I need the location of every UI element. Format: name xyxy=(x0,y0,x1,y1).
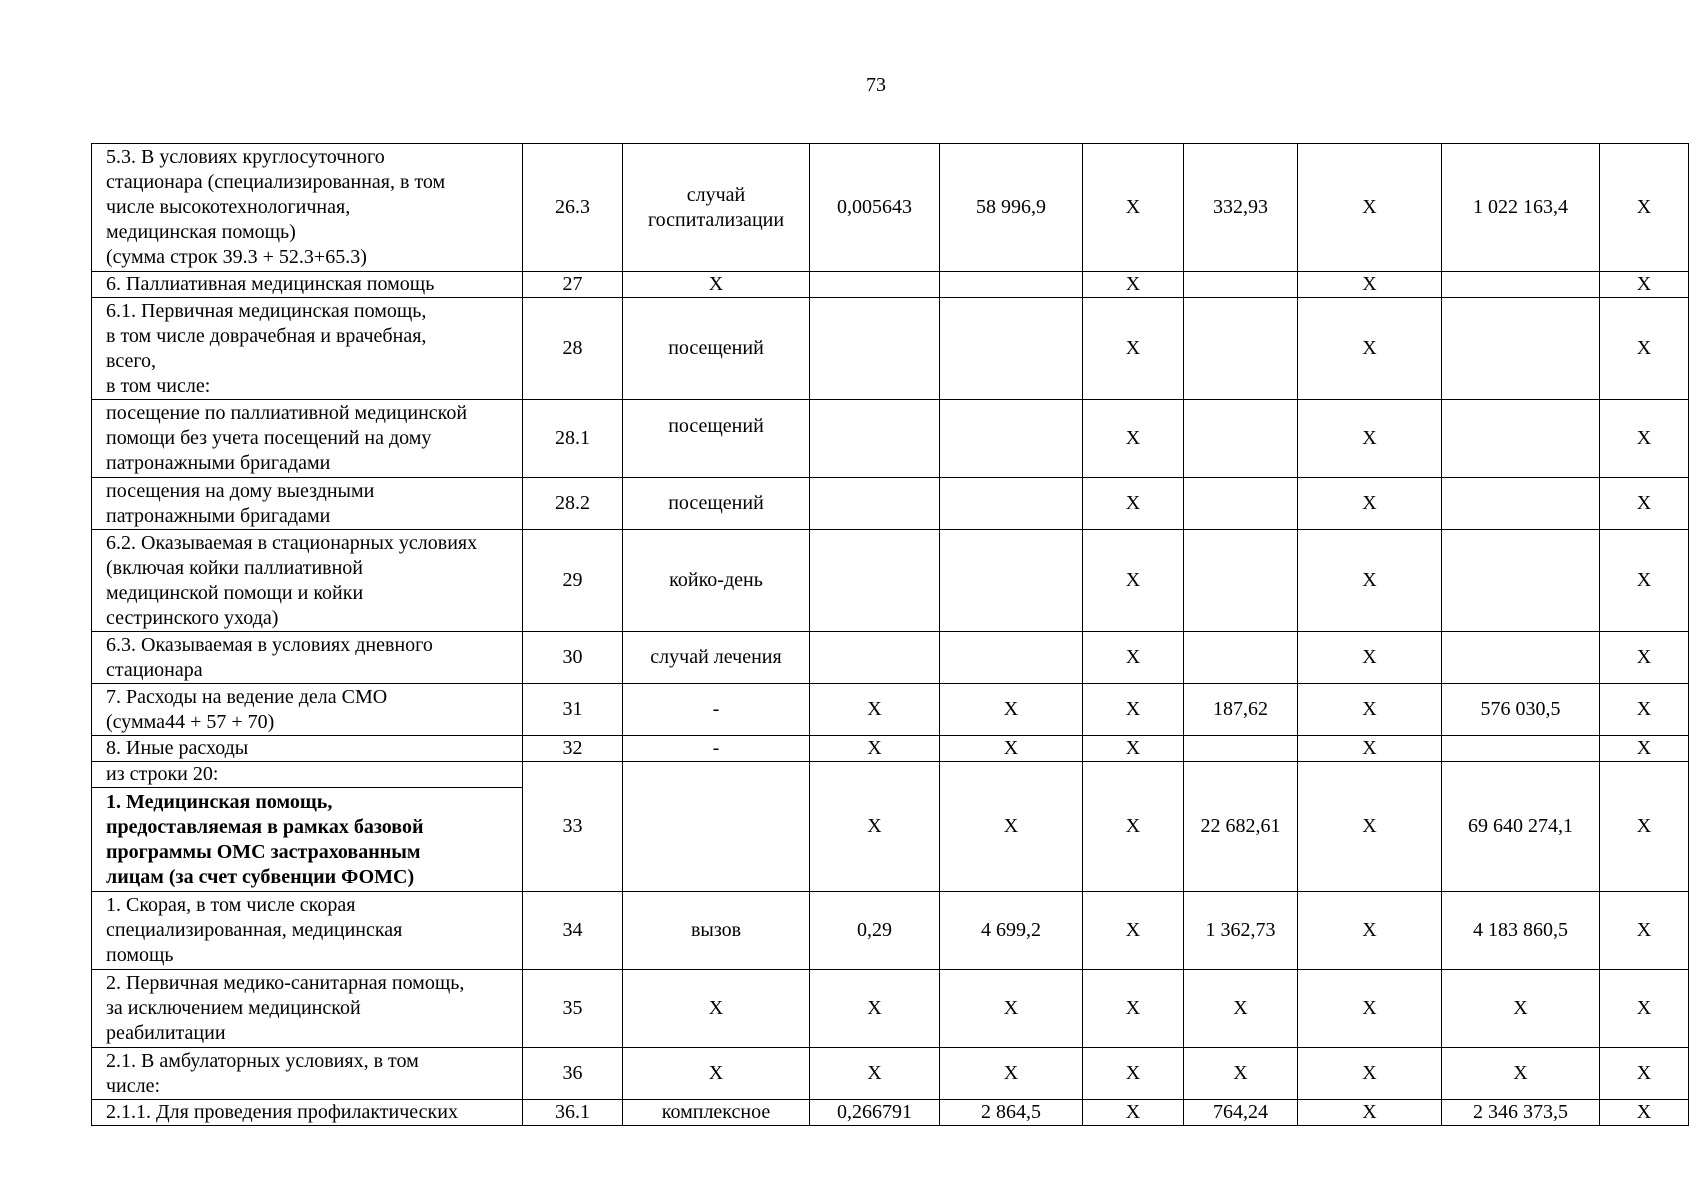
cell-col-2: 34 xyxy=(523,892,623,970)
cell-col-8: X xyxy=(1298,144,1442,272)
cell-col-4 xyxy=(810,530,940,632)
row-label: 2. Первичная медико-санитарная помощь, за исключением медицинской реабилитации xyxy=(92,970,523,1048)
cell-col-9 xyxy=(1442,478,1600,530)
cell-col-3: случай лечения xyxy=(623,632,810,684)
table-row xyxy=(92,684,1689,736)
cell-col-7 xyxy=(1184,272,1298,298)
row-label: 6. Паллиативная медицинская помощь xyxy=(92,272,523,298)
cell-col-8: X xyxy=(1298,632,1442,684)
cell-col-8: X xyxy=(1298,530,1442,632)
cell-col-7: 332,93 xyxy=(1184,144,1298,272)
cell-col-10: X xyxy=(1600,530,1689,632)
row-label: посещение по паллиативной медицинской помощи без учета посещений на дому патронажными бригадами xyxy=(92,400,523,478)
cell-col-6: X xyxy=(1083,970,1184,1048)
cell-col-4: 0,29 xyxy=(810,892,940,970)
cell-col-2: 28.1 xyxy=(523,400,623,478)
row-label: 6.3. Оказываемая в условиях дневного стационара xyxy=(92,632,523,684)
cell-col-3: X xyxy=(623,970,810,1048)
cell-col-5 xyxy=(940,272,1083,298)
cell-col-4 xyxy=(810,632,940,684)
cell-col-10: X xyxy=(1600,736,1689,762)
cell-col-9: 576 030,5 xyxy=(1442,684,1600,736)
cell-col-4: X xyxy=(810,1048,940,1100)
cell-col-10: X xyxy=(1600,400,1689,478)
cell-col-6: X xyxy=(1083,272,1184,298)
cell-col-6: X xyxy=(1083,684,1184,736)
cell-col-2: 27 xyxy=(523,272,623,298)
cell-col-10: X xyxy=(1600,970,1689,1048)
cell-col-4 xyxy=(810,298,940,400)
cell-col-3: комплексное xyxy=(623,1100,810,1126)
cell-col-9 xyxy=(1442,298,1600,400)
cell-col-8: X xyxy=(1298,762,1442,892)
row-label-top: из строки 20: xyxy=(92,762,523,788)
row-label: 6.2. Оказываемая в стационарных условиях (включая койки паллиативной медицинской помощи и койки сестринского ухода) xyxy=(92,530,523,632)
cell-col-10: X xyxy=(1600,762,1689,892)
cell-col-9: X xyxy=(1442,970,1600,1048)
cell-col-6: X xyxy=(1083,1048,1184,1100)
cell-col-8: X xyxy=(1298,684,1442,736)
cell-col-5: X xyxy=(940,736,1083,762)
cell-col-7: 22 682,61 xyxy=(1184,762,1298,892)
cell-col-9 xyxy=(1442,530,1600,632)
cell-col-2: 28.2 xyxy=(523,478,623,530)
cell-col-7: X xyxy=(1184,970,1298,1048)
cell-col-3: посещений xyxy=(623,478,810,530)
cell-col-4: X xyxy=(810,684,940,736)
cell-col-3: X xyxy=(623,1048,810,1100)
cell-col-3: вызов xyxy=(623,892,810,970)
cell-col-3: посещений xyxy=(623,298,810,400)
table-row xyxy=(92,632,1689,684)
cell-col-10: X xyxy=(1600,478,1689,530)
cell-col-8: X xyxy=(1298,298,1442,400)
cell-col-6: X xyxy=(1083,400,1184,478)
cell-col-6: X xyxy=(1083,478,1184,530)
cell-col-2: 30 xyxy=(523,632,623,684)
cell-col-6: X xyxy=(1083,632,1184,684)
cell-col-7 xyxy=(1184,298,1298,400)
cell-col-10: X xyxy=(1600,1048,1689,1100)
cell-col-7 xyxy=(1184,400,1298,478)
cell-col-9: 1 022 163,4 xyxy=(1442,144,1600,272)
table-row xyxy=(92,298,1689,400)
cell-col-5: 2 864,5 xyxy=(940,1100,1083,1126)
cell-col-4: X xyxy=(810,762,940,892)
row-label: 5.3. В условиях круглосуточного стационара (специализированная, в том числе высокотехнологичная, медицинская помощь) (сумма строк 39.3 + 52.3+65.3) xyxy=(92,144,523,272)
cell-col-9 xyxy=(1442,736,1600,762)
financing-table xyxy=(91,143,1689,1126)
cell-col-3: X xyxy=(623,272,810,298)
cell-col-7: X xyxy=(1184,1048,1298,1100)
cell-col-9 xyxy=(1442,400,1600,478)
cell-col-2: 28 xyxy=(523,298,623,400)
cell-col-7 xyxy=(1184,632,1298,684)
cell-col-8: X xyxy=(1298,272,1442,298)
cell-col-8: X xyxy=(1298,400,1442,478)
cell-col-5: 58 996,9 xyxy=(940,144,1083,272)
row-label: 2.1. В амбулаторных условиях, в том числе: xyxy=(92,1048,523,1100)
cell-col-10: X xyxy=(1600,144,1689,272)
cell-col-9 xyxy=(1442,272,1600,298)
cell-col-4 xyxy=(810,272,940,298)
cell-col-10: X xyxy=(1600,272,1689,298)
cell-col-6: X xyxy=(1083,762,1184,892)
cell-col-3: случай госпитализации xyxy=(623,144,810,272)
cell-col-5 xyxy=(940,400,1083,478)
cell-col-10: X xyxy=(1600,632,1689,684)
cell-col-10: X xyxy=(1600,298,1689,400)
cell-col-3: - xyxy=(623,684,810,736)
cell-col-5 xyxy=(940,530,1083,632)
cell-col-10: X xyxy=(1600,684,1689,736)
cell-col-9: 69 640 274,1 xyxy=(1442,762,1600,892)
cell-col-4: 0,005643 xyxy=(810,144,940,272)
cell-col-3 xyxy=(623,762,810,892)
cell-col-6: X xyxy=(1083,530,1184,632)
row-label: 1. Скорая, в том числе скорая специализированная, медицинская помощь xyxy=(92,892,523,970)
cell-col-8: X xyxy=(1298,478,1442,530)
cell-col-2: 36 xyxy=(523,1048,623,1100)
row-label: 8. Иные расходы xyxy=(92,736,523,762)
cell-col-8: X xyxy=(1298,736,1442,762)
table-row xyxy=(92,762,1689,788)
table-row xyxy=(92,530,1689,632)
cell-col-4: 0,266791 xyxy=(810,1100,940,1126)
cell-col-4: X xyxy=(810,970,940,1048)
cell-col-9: 4 183 860,5 xyxy=(1442,892,1600,970)
cell-col-6: X xyxy=(1083,892,1184,970)
cell-col-8: X xyxy=(1298,970,1442,1048)
cell-col-2: 35 xyxy=(523,970,623,1048)
cell-col-7 xyxy=(1184,530,1298,632)
cell-col-5: X xyxy=(940,1048,1083,1100)
table-row xyxy=(92,1100,1689,1126)
cell-col-10: X xyxy=(1600,1100,1689,1126)
cell-col-5: X xyxy=(940,762,1083,892)
cell-col-5: X xyxy=(940,684,1083,736)
page-number: 73 xyxy=(866,74,886,96)
cell-col-5: 4 699,2 xyxy=(940,892,1083,970)
cell-col-8: X xyxy=(1298,892,1442,970)
cell-col-2: 29 xyxy=(523,530,623,632)
row-label: 1. Медицинская помощь, предоставляемая в рамках базовой программы ОМС застрахованным лицам (за счет субвенции ФОМС) xyxy=(92,788,523,892)
cell-col-9: X xyxy=(1442,1048,1600,1100)
cell-col-2: 32 xyxy=(523,736,623,762)
table-row xyxy=(92,478,1689,530)
table-row xyxy=(92,400,1689,478)
cell-col-2: 26.3 xyxy=(523,144,623,272)
cell-col-5 xyxy=(940,298,1083,400)
table-row xyxy=(92,1048,1689,1100)
cell-col-5 xyxy=(940,632,1083,684)
table-row xyxy=(92,892,1689,970)
cell-col-4 xyxy=(810,400,940,478)
cell-col-5: X xyxy=(940,970,1083,1048)
table-row xyxy=(92,970,1689,1048)
cell-col-2: 33 xyxy=(523,762,623,892)
table-row xyxy=(92,144,1689,272)
cell-col-9: 2 346 373,5 xyxy=(1442,1100,1600,1126)
cell-col-7 xyxy=(1184,736,1298,762)
cell-col-6: X xyxy=(1083,736,1184,762)
table-row xyxy=(92,736,1689,762)
table-row xyxy=(92,272,1689,298)
cell-col-3: койко-день xyxy=(623,530,810,632)
cell-col-2: 36.1 xyxy=(523,1100,623,1126)
row-label: 6.1. Первичная медицинская помощь, в том числе доврачебная и врачебная, всего, в том числе: xyxy=(92,298,523,400)
cell-col-7 xyxy=(1184,478,1298,530)
cell-col-6: X xyxy=(1083,298,1184,400)
cell-col-4: X xyxy=(810,736,940,762)
cell-col-3: посещений xyxy=(623,400,810,478)
cell-col-7: 764,24 xyxy=(1184,1100,1298,1126)
cell-col-8: X xyxy=(1298,1048,1442,1100)
cell-col-7: 1 362,73 xyxy=(1184,892,1298,970)
cell-col-2: 31 xyxy=(523,684,623,736)
cell-col-3: - xyxy=(623,736,810,762)
cell-col-6: X xyxy=(1083,1100,1184,1126)
row-label: посещения на дому выездными патронажными бригадами xyxy=(92,478,523,530)
row-label: 7. Расходы на ведение дела СМО (сумма44 + 57 + 70) xyxy=(92,684,523,736)
cell-col-9 xyxy=(1442,632,1600,684)
row-label: 2.1.1. Для проведения профилактических xyxy=(92,1100,523,1126)
cell-col-5 xyxy=(940,478,1083,530)
cell-col-4 xyxy=(810,478,940,530)
cell-col-8: X xyxy=(1298,1100,1442,1126)
cell-col-10: X xyxy=(1600,892,1689,970)
cell-col-7: 187,62 xyxy=(1184,684,1298,736)
cell-col-6: X xyxy=(1083,144,1184,272)
